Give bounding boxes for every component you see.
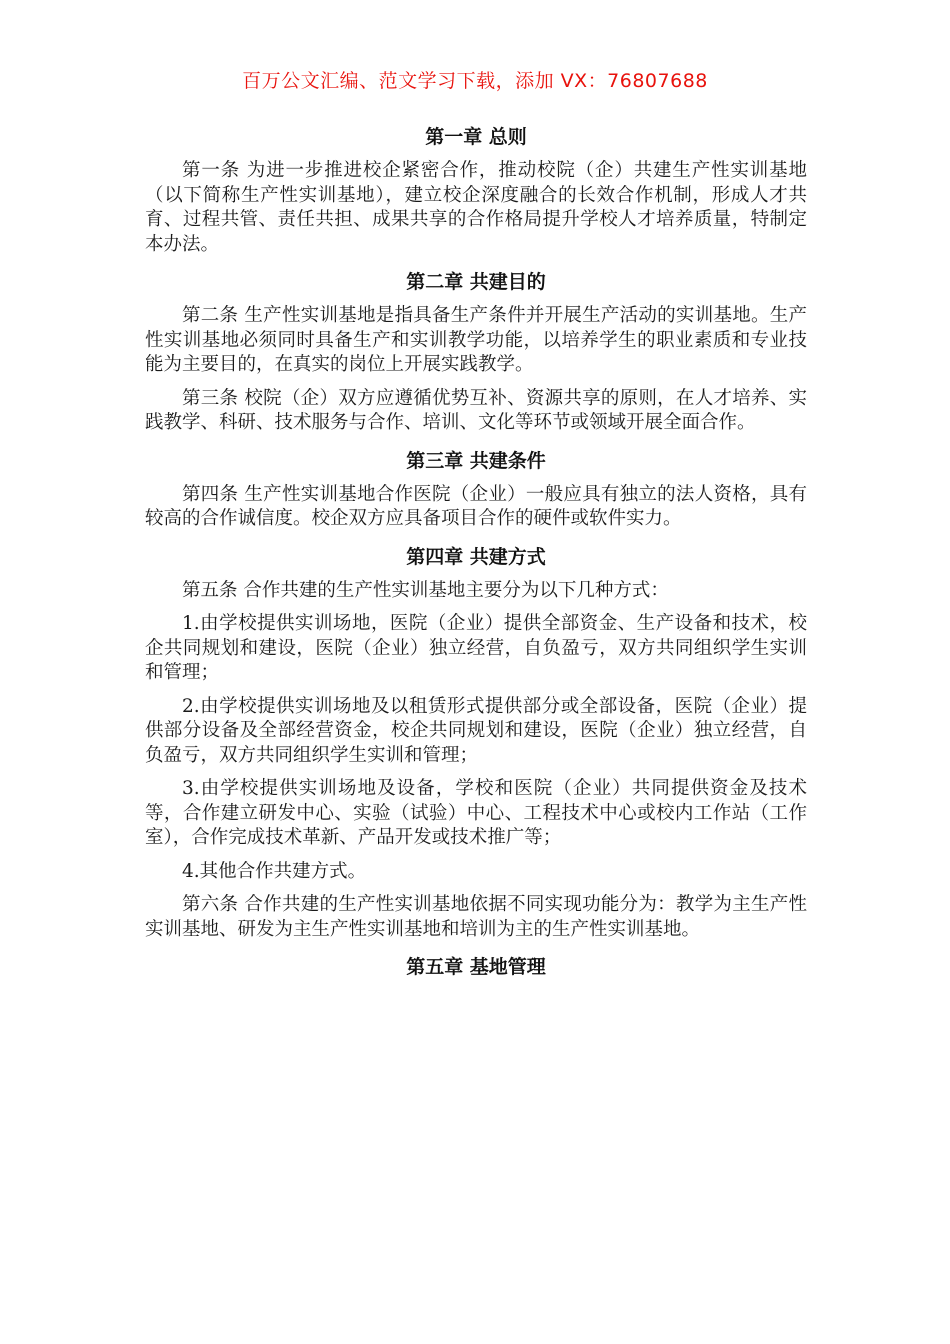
article-5: 第五条 合作共建的生产性实训基地主要分为以下几种方式：	[182, 579, 669, 601]
chapter-1-heading: 第一章 总则	[425, 126, 527, 148]
chapter-5-heading: 第五章 基地管理	[406, 956, 546, 978]
article-4: 第四条 生产性实训基地合作医院（企业）一般应具有独立的法人资格，具有较高的合作诚信度。校企双方应具备项目合作的硬件或软件实力。	[145, 483, 807, 529]
method-2: 2.由学校提供实训场地及以租赁形式提供部分或全部设备，医院（企业）提供部分设备及全部经营资金，校企共同规划和建设，医院（企业）独立经营，自负盈亏，双方共同组织学生实训和管理；	[145, 695, 807, 766]
method-3: 3.由学校提供实训场地及设备，学校和医院（企业）共同提供资金及技术等，合作建立研发中心、实验（试验）中心、工程技术中心或校内工作站（工作室），合作完成技术革新、产品开发或技术推广等；	[145, 778, 807, 848]
document-body	[145, 124, 807, 980]
chapter-3-heading: 第三章 共建条件	[406, 449, 546, 472]
method-1: 1.由学校提供实训场地，医院（企业）提供全部资金、生产设备和技术，校企共同规划和建设，医院（企业）独立经营，自负盈亏，双方共同组织学生实训和管理；	[145, 613, 807, 683]
article-3: 第三条 校院（企）双方应遵循优势互补、资源共享的原则，在人才培养、实践教学、科研、技术服务与合作、培训、文化等环节或领域开展全面合作。	[145, 387, 807, 433]
chapter-2-heading: 第二章 共建目的	[406, 271, 546, 293]
article-6: 第六条 合作共建的生产性实训基地依据不同实现功能分为：教学为主生产性实训基地、研发为主生产性实训基地和培训为主的生产性实训基地。	[145, 894, 807, 940]
watermark-banner: 百万公文汇编、范文学习下载，添加 VX：76807688	[242, 70, 708, 92]
method-4: 4.其他合作共建方式。	[182, 860, 367, 882]
article-1: 第一条 为进一步推进校企紧密合作，推动校院（企）共建生产性实训基地（以下简称生产性实训基地），建立校企深度融合的长效合作机制，形成人才共育、过程共管、责任共担、成果共享的合作格局提升学校人才培养质量，特制定本办法。	[145, 160, 807, 255]
chapter-4-heading: 第四章 共建方式	[406, 545, 546, 568]
article-2: 第二条 生产性实训基地是指具备生产条件并开展生产活动的实训基地。生产性实训基地必须同时具备生产和实训教学功能，以培养学生的职业素质和专业技能为主要目的，在真实的岗位上开展实践教学。	[145, 305, 807, 375]
